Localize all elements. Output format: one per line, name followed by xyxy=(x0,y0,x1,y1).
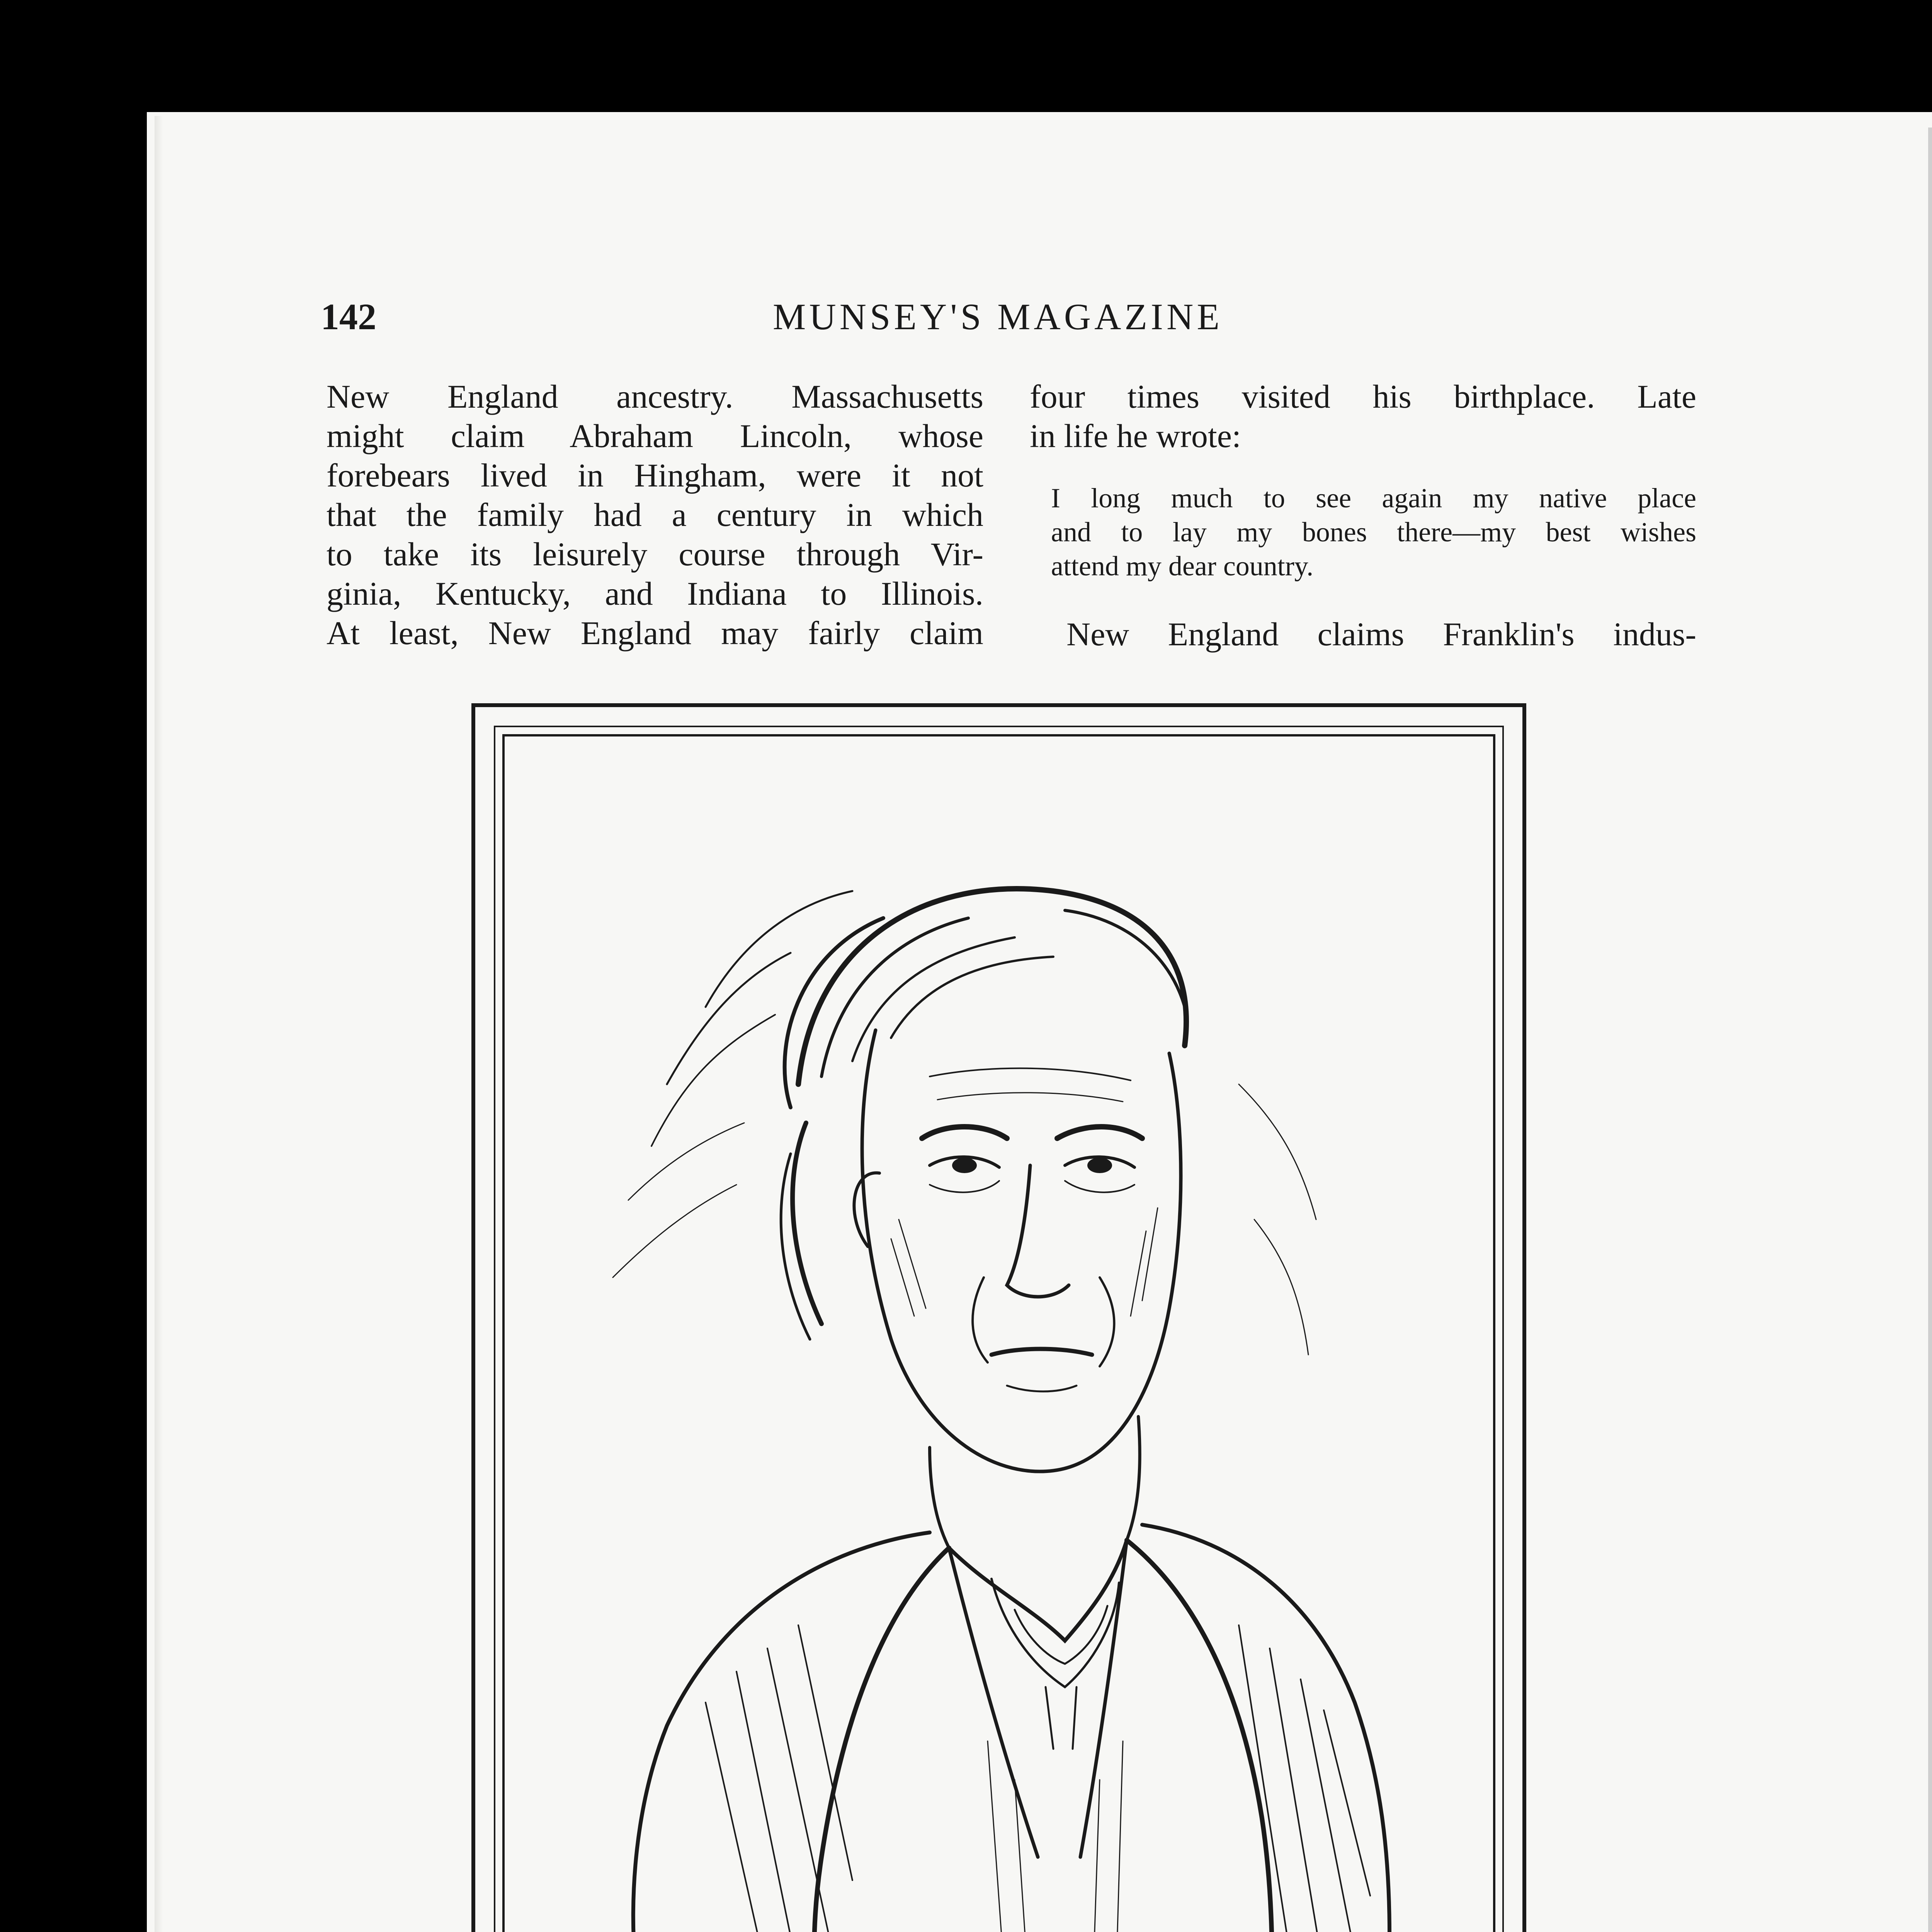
page-number: 142 xyxy=(321,296,376,337)
top-right-continuation xyxy=(1066,614,1696,654)
text-line: New England claims Franklin's indus- xyxy=(1066,616,1696,653)
text-line: that the family had a century in which xyxy=(327,496,983,533)
text-line: New England ancestry. Massachusetts xyxy=(327,378,983,415)
magazine-title: MUNSEY'S MAGAZINE xyxy=(773,296,1223,337)
text-line: to take its leisurely course through Vir- xyxy=(327,536,983,573)
top-left-column xyxy=(327,377,983,653)
quote-line: and to lay my bones there—my best wishes xyxy=(1051,517,1696,548)
text-line: ginia, Kentucky, and Indiana to Illinois. xyxy=(327,575,983,612)
text-line: four times visited his birthplace. Late xyxy=(1030,378,1696,415)
block-quote xyxy=(1051,481,1696,583)
quote-line: I long much to see again my native place xyxy=(1051,483,1696,514)
text-line: in life he wrote: xyxy=(1030,417,1241,454)
text-line: At least, New England may fairly claim xyxy=(327,614,983,651)
page-edge xyxy=(155,116,163,1932)
text-line: forebears lived in Hingham, were it not xyxy=(327,457,983,494)
text-line: might claim Abraham Lincoln, whose xyxy=(327,417,983,454)
portrait-illustration xyxy=(505,736,1493,1932)
quote-line: attend my dear country. xyxy=(1051,551,1314,582)
top-right-column xyxy=(1030,377,1696,456)
book-spine xyxy=(1928,128,1932,1932)
